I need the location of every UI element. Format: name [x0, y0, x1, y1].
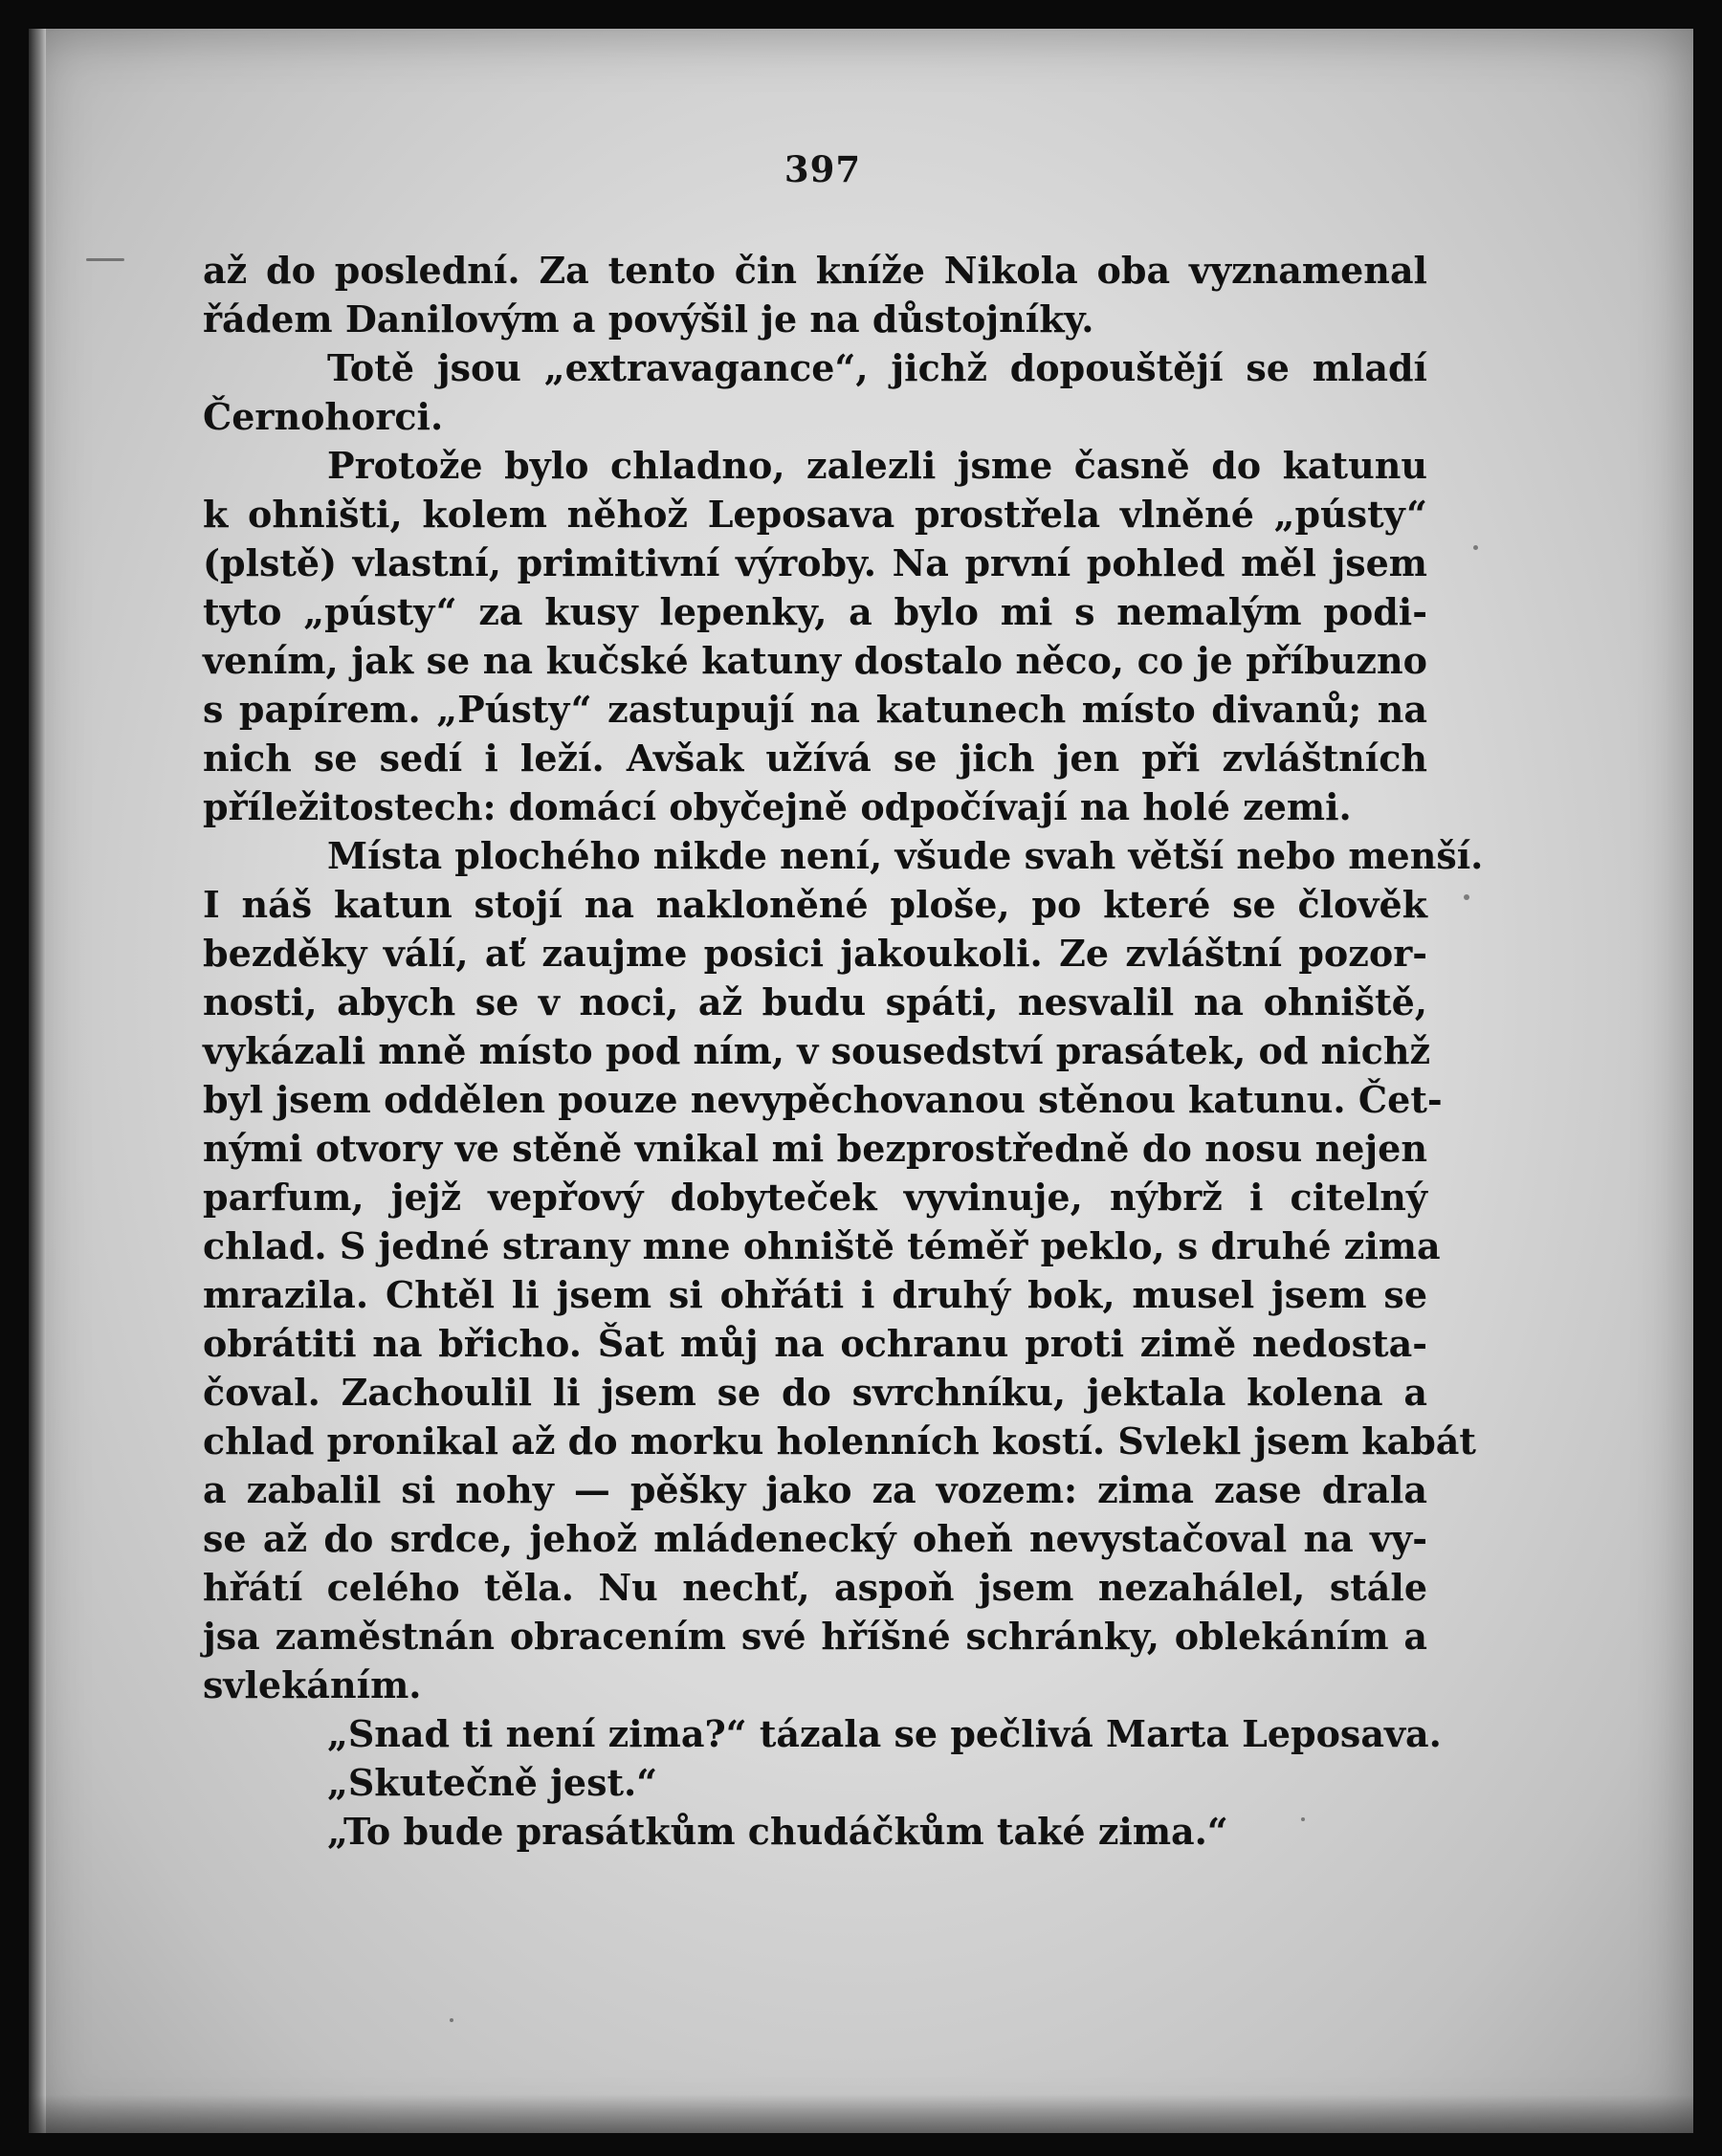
- text-line: řádem Danilovým a povýšil je na důstojníky.: [203, 297, 1094, 341]
- text-line: bezděky válí, ať zaujme posici jakoukoli. Ze zvláštní pozor-: [203, 932, 1427, 975]
- text-line: I náš katun stojí na nakloněné ploše, po které se člověk: [203, 883, 1427, 926]
- text-line: chlad. S jedné strany mne ohniště téměř peklo, s druhé zima: [203, 1224, 1441, 1267]
- text-line: jsa zaměstnán obracením své hříšné schránky, oblekáním a: [203, 1615, 1427, 1658]
- text-line: Protože bylo chladno, zalezli jsme časně do katunu: [327, 444, 1427, 487]
- text-line: se až do srdce, jehož mládenecký oheň nevystačoval na vy-: [203, 1517, 1427, 1560]
- text-line: k ohništi, kolem něhož Leposava prostřela vlněné „pústy“: [203, 493, 1427, 536]
- text-line: „Snad ti není zima?“ tázala se pečlivá Marta Leposava.: [327, 1712, 1442, 1755]
- page-bottom-shadow: [29, 2095, 1693, 2133]
- text-line: „To bude prasátkům chudáčkům také zima.“: [327, 1810, 1228, 1853]
- scan-speck: [1301, 1817, 1305, 1821]
- text-line: Místa plochého nikde není, všude svah větší nebo menší.: [327, 834, 1484, 877]
- text-line: mrazila. Chtěl li jsem si ohřáti i druhý bok, musel jsem se: [203, 1273, 1427, 1316]
- text-line: a zabalil si nohy — pěšky jako za vozem: zima zase drala: [203, 1468, 1427, 1511]
- text-line: (plstě) vlastní, primitivní výroby. Na první pohled měl jsem: [203, 541, 1427, 584]
- text-line: příležitostech: domácí obyčejně odpočívají na holé zemi.: [203, 785, 1352, 828]
- text-line: svlekáním.: [203, 1663, 422, 1706]
- page-number: 397: [784, 148, 862, 190]
- scan-speck: [86, 258, 124, 261]
- scan-speck: [1473, 545, 1478, 550]
- book-page: [29, 29, 1693, 2133]
- text-line: nich se sedí i leží. Avšak užívá se jich jen při zvláštních: [203, 737, 1427, 780]
- text-line: s papírem. „Pústy“ zastupují na katunech místo divanů; na: [203, 688, 1427, 731]
- scan-speck: [450, 2018, 453, 2022]
- text-line: Totě jsou „extravagance“, jichž dopouštějí se mladí: [327, 346, 1427, 389]
- text-line: byl jsem oddělen pouze nevypěchovanou stěnou katunu. Čet-: [203, 1078, 1443, 1121]
- text-line: nosti, abych se v noci, až budu spáti, nesvalil na ohniště,: [203, 980, 1427, 1023]
- scan-speck: [1464, 894, 1469, 900]
- text-line: tyto „pústy“ za kusy lepenky, a bylo mi s nemalým podi-: [203, 590, 1427, 633]
- text-line: nými otvory ve stěně vnikal mi bezprostředně do nosu nejen: [203, 1127, 1427, 1170]
- text-line: čoval. Zachoulil li jsem se do svrchníku, jektala kolena a: [203, 1371, 1427, 1414]
- text-line: hřátí celého těla. Nu nechť, aspoň jsem nezahálel, stále: [203, 1566, 1427, 1609]
- text-line: „Skutečně jest.“: [327, 1761, 658, 1804]
- page-left-edge: [29, 29, 46, 2133]
- body-text: [203, 246, 1484, 1856]
- text-line: obrátiti na břicho. Šat můj na ochranu proti zimě nedosta-: [203, 1322, 1427, 1365]
- text-line: chlad pronikal až do morku holenních kostí. Svlekl jsem kabát: [203, 1419, 1476, 1463]
- text-line: vením, jak se na kučské katuny dostalo něco, co je příbuzno: [203, 639, 1427, 682]
- text-line: parfum, jejž vepřový dobyteček vyvinuje, nýbrž i citelný: [203, 1176, 1427, 1219]
- text-line: až do poslední. Za tento čin kníže Nikola oba vyznamenal: [203, 249, 1427, 292]
- text-line: Černohorci.: [203, 395, 444, 438]
- text-line: vykázali mně místo pod ním, v sousedství prasátek, od nichž: [203, 1029, 1431, 1072]
